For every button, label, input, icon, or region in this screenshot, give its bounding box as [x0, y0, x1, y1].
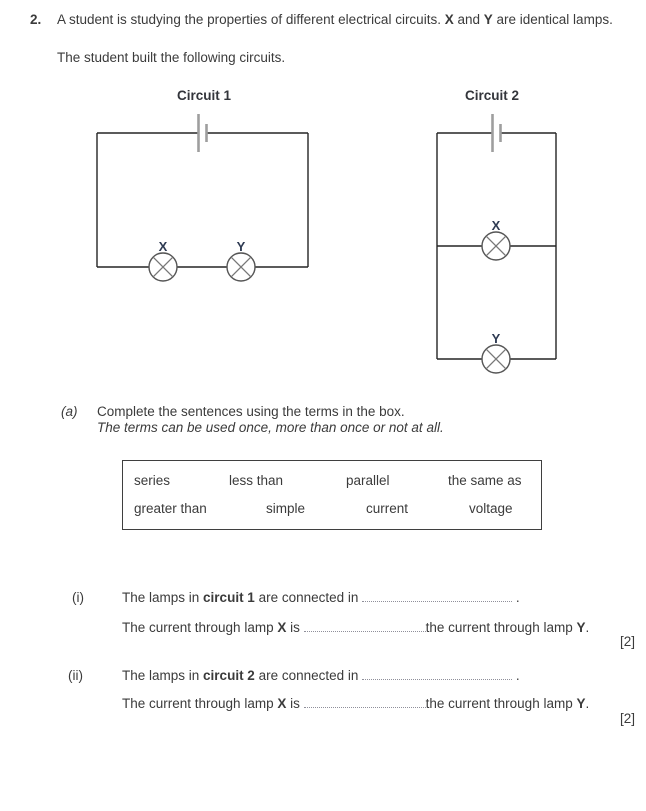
term-simple: simple [266, 501, 306, 516]
part-ii-marks: [2] [619, 711, 635, 726]
question-number: 2. [30, 12, 42, 27]
part-i-line1-mid: are connected in [254, 590, 363, 605]
circuit1-title: Circuit 1 [176, 88, 232, 103]
intro-text-pre: A student is studying the properties of different electrical circuits. [57, 12, 445, 27]
part-i-line1-bold: circuit 1 [203, 590, 255, 605]
part-i-answer-blank-2 [304, 620, 426, 632]
part-ii-line2-mid: is [286, 696, 304, 711]
part-i-line2-tail: . [585, 620, 590, 635]
part-ii-line2-tail: . [585, 696, 590, 711]
part-i-label: (i) [72, 590, 84, 605]
intro-text-mid: and [453, 12, 484, 27]
part-ii-line1-mid: are connected in [254, 668, 363, 683]
part-a-note: The terms can be used once, more than once or not at all. [97, 420, 444, 435]
intro-text-post: are identical lamps. [492, 12, 613, 27]
part-ii-line1-tail: . [512, 668, 520, 683]
part-ii-sentence-2 [122, 696, 589, 711]
part-ii-sentence-1 [122, 668, 520, 683]
term-series: series [134, 473, 171, 488]
term-the-same-as: the same as [448, 473, 522, 488]
intro-lamp-y: Y [483, 12, 493, 27]
part-i-line2-pre: The current through lamp [122, 620, 278, 635]
term-less-than: less than [229, 473, 284, 488]
circuit1-wires [97, 133, 308, 267]
circuit1-diagram [97, 88, 308, 281]
part-a-instruction: Complete the sentences using the terms in the box. [97, 404, 405, 419]
circuit2-lamp-x-label: X [491, 218, 501, 233]
part-i-line2-mid: is [286, 620, 304, 635]
question-line2: The student built the following circuits. [57, 50, 286, 65]
part-ii-line2-lamp-y: Y [576, 696, 586, 711]
circuit1-lamp-x-label: X [158, 239, 168, 254]
part-i-line1-pre: The lamps in [122, 590, 204, 605]
part-ii-line1-pre: The lamps in [122, 668, 204, 683]
part-ii-label: (ii) [68, 668, 83, 683]
part-ii-line1-bold: circuit 2 [203, 668, 255, 683]
part-ii-answer-blank-1 [362, 668, 512, 680]
part-ii-line2-pre: The current through lamp [122, 696, 278, 711]
terms-box [122, 460, 542, 530]
part-a-label: (a) [61, 404, 78, 419]
part-i-sentence-2 [122, 620, 589, 635]
part-i-line2-after: the current through lamp [425, 620, 577, 635]
part-i-answer-blank-1 [362, 590, 512, 602]
part-ii-line2-after: the current through lamp [425, 696, 577, 711]
circuit2-title: Circuit 2 [464, 88, 520, 103]
part-ii-answer-blank-2 [304, 696, 426, 708]
part-ii-line2-lamp-x: X [277, 696, 287, 711]
term-current: current [366, 501, 409, 516]
circuit2-diagram [437, 88, 556, 373]
part-i-line2-lamp-x: X [277, 620, 287, 635]
intro-lamp-x: X [444, 12, 454, 27]
circuit-diagrams [0, 0, 646, 400]
circuit1-lamp-y-label: Y [236, 239, 246, 254]
term-voltage: voltage [469, 501, 513, 516]
term-parallel: parallel [346, 473, 390, 488]
term-greater-than: greater than [134, 501, 207, 516]
part-i-sentence-1 [122, 590, 520, 605]
part-i-marks: [2] [619, 634, 635, 649]
part-i-line1-tail: . [512, 590, 520, 605]
part-i-line2-lamp-y: Y [576, 620, 586, 635]
circuit2-lamp-y-label: Y [491, 331, 501, 346]
